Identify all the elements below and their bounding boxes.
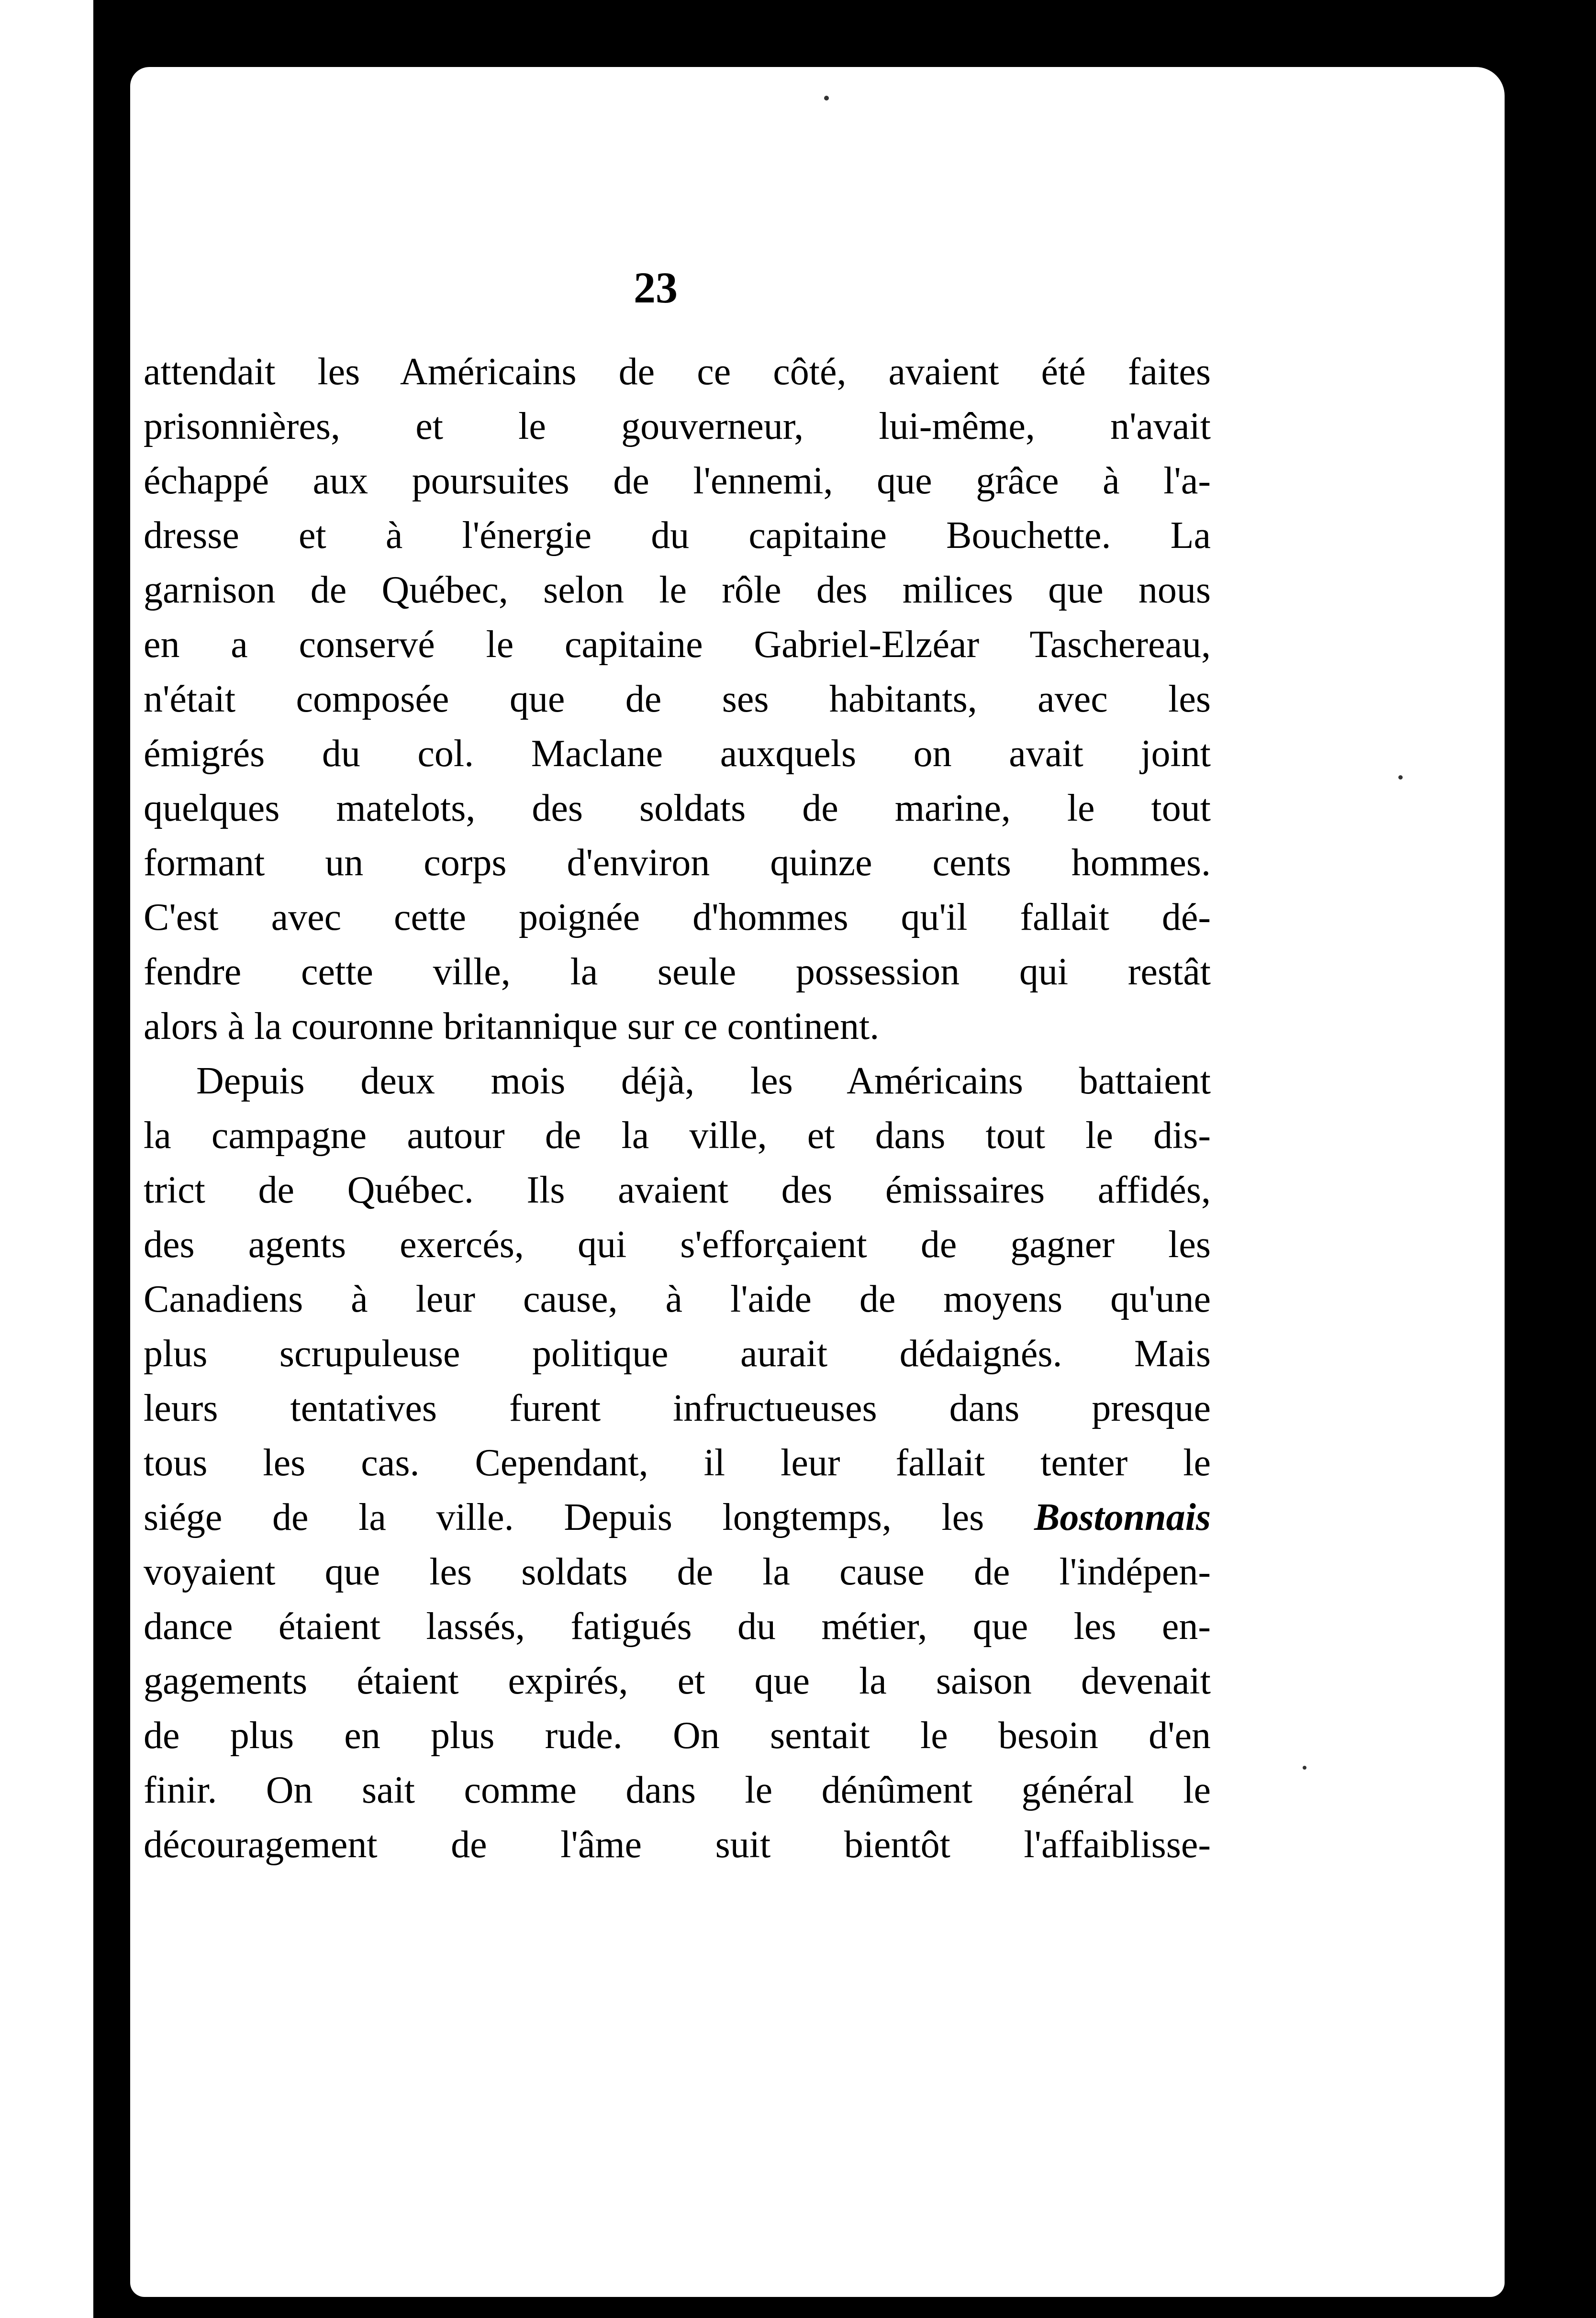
text-line: dance étaient lassés, fatigués du métier, que les en-	[144, 1605, 1211, 1648]
text-line: prisonnières, et le gouverneur, lui-même, n'avait	[144, 405, 1211, 447]
text-line: en a conservé le capitaine Gabriel-Elzéar Taschereau,	[144, 624, 1211, 666]
text-line: garnison de Québec, selon le rôle des milices que nous	[144, 569, 1211, 611]
italic-word: Bostonnais	[1034, 1496, 1211, 1538]
text-line: C'est avec cette poignée d'hommes qu'il fallait dé-	[144, 896, 1211, 938]
text-line: gagements étaient expirés, et que la saison devenait	[144, 1660, 1211, 1702]
text-line: quelques matelots, des soldats de marine, le tout	[144, 787, 1211, 829]
text-line-start: siége de la ville. Depuis longtemps, les	[144, 1496, 984, 1538]
text-line: échappé aux poursuites de l'ennemi, que grâce à l'a-	[144, 460, 1211, 502]
text-line: fendre cette ville, la seule possession qui restât	[144, 951, 1211, 993]
text-line: découragement de l'âme suit bientôt l'affaiblisse-	[144, 1824, 1211, 1866]
text-line: formant un corps d'environ quinze cents hommes.	[144, 842, 1211, 884]
text-line: de plus en plus rude. On sentait le besoin d'en	[144, 1715, 1211, 1757]
text-line: la campagne autour de la ville, et dans tout le dis-	[144, 1114, 1211, 1157]
text-line: Canadiens à leur cause, à l'aide de moyens qu'une	[144, 1278, 1211, 1320]
print-speck	[824, 96, 829, 100]
text-line: trict de Québec. Ils avaient des émissaires affidés,	[144, 1169, 1211, 1211]
text-line: voyaient que les soldats de la cause de l'indépen-	[144, 1551, 1211, 1593]
text-line: n'était composée que de ses habitants, avec les	[144, 678, 1211, 720]
text-line: émigrés du col. Maclane auxquels on avait joint	[144, 733, 1211, 775]
print-speck	[1398, 775, 1403, 780]
text-line: finir. On sait comme dans le dénûment général le	[144, 1769, 1211, 1811]
text-line: attendait les Américains de ce côté, avaient été faites	[144, 351, 1211, 393]
text-line: plus scrupuleuse politique aurait dédaignés. Mais	[144, 1333, 1211, 1375]
text-line: tous les cas. Cependant, il leur fallait tenter le	[144, 1442, 1211, 1484]
text-line: alors à la couronne britannique sur ce continent.	[144, 1005, 880, 1048]
text-line: leurs tentatives furent infructueuses dans presque	[144, 1387, 1211, 1429]
page-number: 23	[634, 263, 678, 312]
text-line: Depuis deux mois déjà, les Américains battaient	[196, 1060, 1211, 1102]
text-line	[144, 1490, 1211, 1545]
text-line: dresse et à l'énergie du capitaine Bouchette. La	[144, 514, 1211, 557]
body-text	[144, 345, 1211, 1872]
adjacent-page-edge	[0, 0, 93, 2318]
text-line: des agents exercés, qui s'efforçaient de gagner les	[144, 1224, 1211, 1266]
print-speck	[1303, 1766, 1306, 1770]
